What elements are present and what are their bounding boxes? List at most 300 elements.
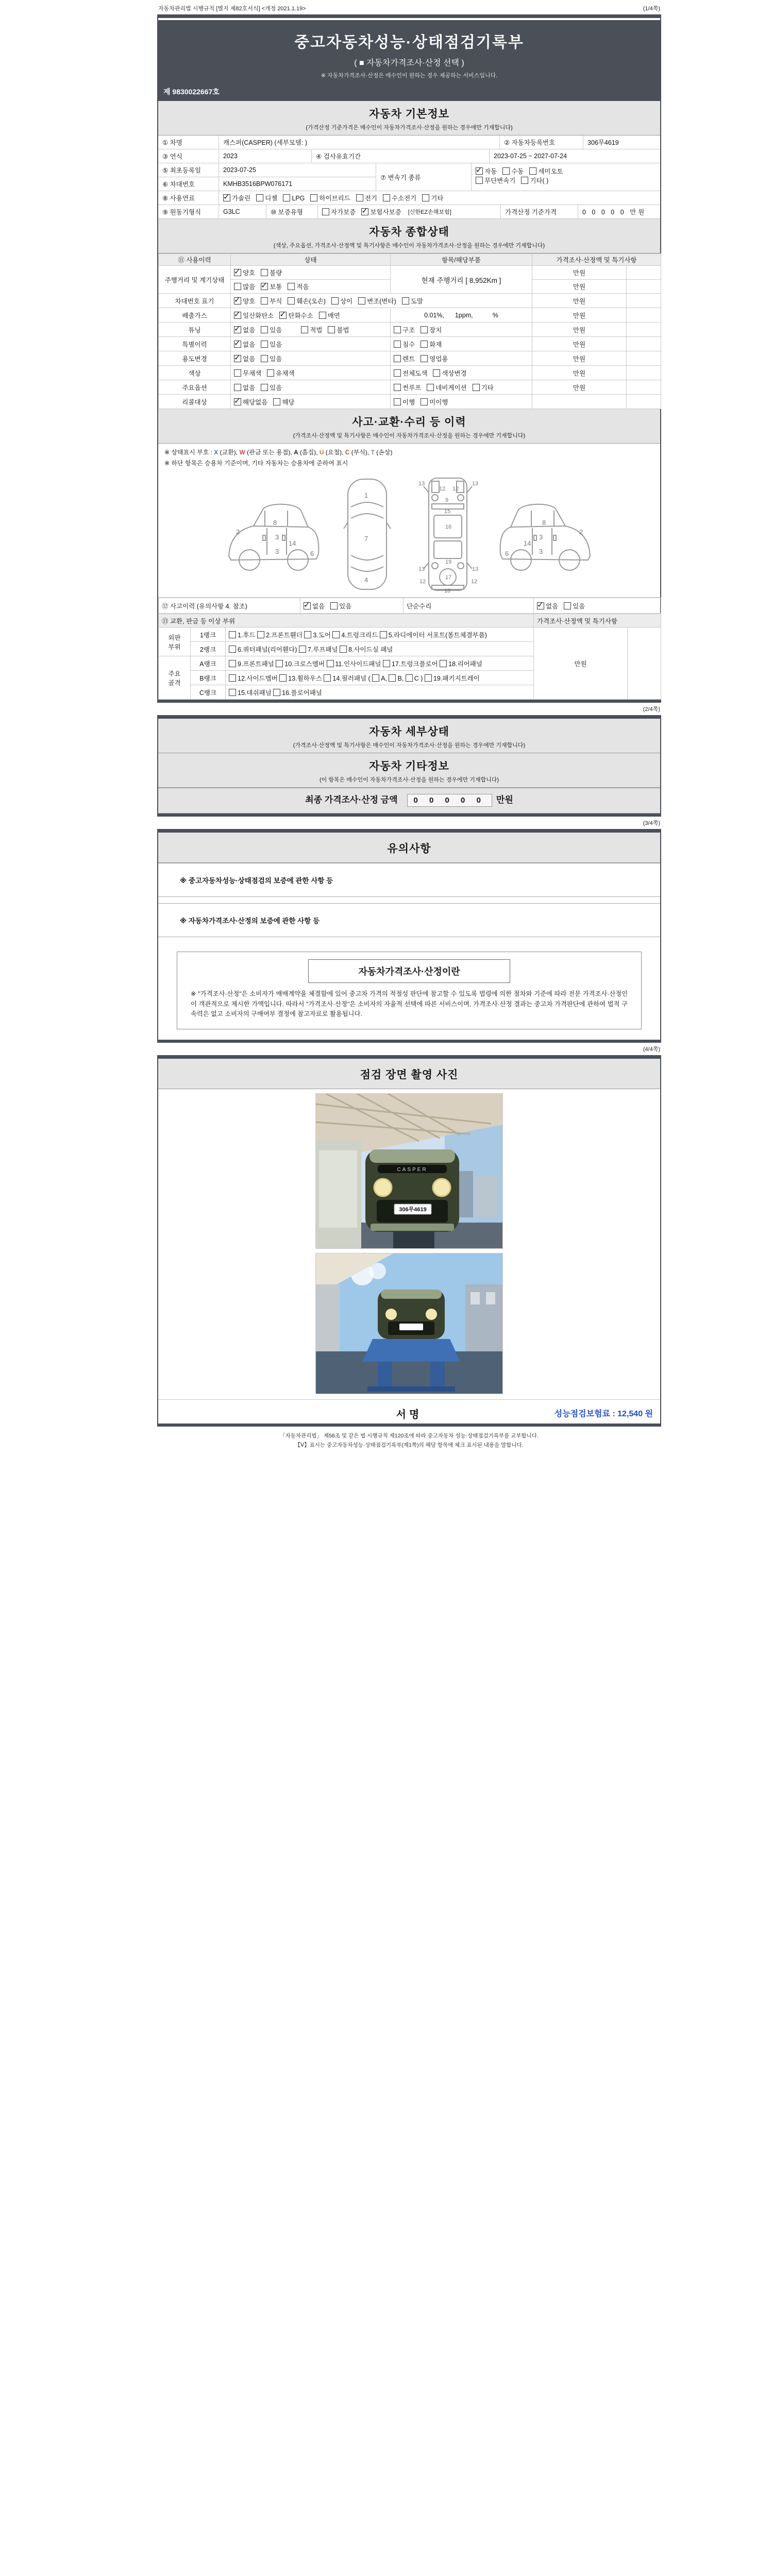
simple-repair-label: 단순수리 bbox=[404, 598, 534, 614]
field-label-engine-type: ⑨ 원동기형식 bbox=[158, 205, 219, 218]
checkbox-icon[interactable] bbox=[234, 283, 241, 290]
checkbox-icon[interactable] bbox=[358, 297, 365, 304]
field-value-transmission bbox=[472, 163, 662, 191]
page-marker-4: (4/4쪽) bbox=[643, 1046, 660, 1053]
fuel-options bbox=[223, 193, 449, 202]
checkbox-option bbox=[421, 325, 442, 334]
checkbox-group bbox=[234, 298, 429, 305]
accident-history-options bbox=[300, 598, 404, 614]
checkbox-icon[interactable] bbox=[256, 194, 263, 201]
checkbox-checked-icon[interactable] bbox=[279, 312, 287, 319]
checkbox-icon[interactable] bbox=[406, 674, 413, 682]
svg-text:8: 8 bbox=[542, 519, 546, 527]
checkbox-icon[interactable] bbox=[328, 326, 335, 333]
checkbox-option bbox=[283, 194, 305, 202]
svg-text:7: 7 bbox=[364, 535, 368, 543]
checkbox-icon[interactable] bbox=[322, 208, 329, 215]
checkbox-icon[interactable] bbox=[356, 194, 363, 201]
checkbox-group bbox=[301, 327, 355, 334]
basic-left-col bbox=[158, 163, 376, 191]
checkbox-icon[interactable] bbox=[422, 194, 429, 201]
checkbox-checked-icon[interactable] bbox=[537, 602, 544, 609]
svg-text:12: 12 bbox=[419, 579, 426, 585]
field-value-reg-no: 306무4619 bbox=[587, 139, 619, 146]
checkbox-label: 없음 bbox=[243, 355, 256, 363]
signature-label: 서명 bbox=[396, 1409, 423, 1421]
checkbox-icon[interactable] bbox=[304, 631, 311, 638]
price-cell: 만원 bbox=[534, 628, 628, 700]
basic-row bbox=[158, 205, 660, 219]
checkbox-option bbox=[422, 193, 443, 202]
text-run: 6.쿼터패널(리어휀다) bbox=[238, 646, 299, 653]
checkbox-option bbox=[473, 383, 494, 392]
inspection-photo-1 bbox=[315, 1093, 503, 1249]
checkbox-option bbox=[288, 296, 326, 306]
checkbox-icon[interactable] bbox=[380, 631, 387, 638]
checkbox-checked-icon[interactable] bbox=[234, 326, 241, 333]
status-cell bbox=[231, 337, 391, 351]
checkbox-group bbox=[394, 370, 473, 377]
panel-group-label: 외판 부위 bbox=[159, 628, 191, 656]
footer-line-2: 【Ⅴ】표시는 중고자동차성능·상태점검기록부(제1쪽)의 해당 항목에 체크 표시된 내용을 말합니다. bbox=[295, 1442, 524, 1448]
checkbox-icon[interactable] bbox=[319, 312, 326, 319]
svg-text:18: 18 bbox=[444, 588, 450, 594]
warranty-options bbox=[322, 207, 407, 216]
checkbox-group bbox=[234, 341, 288, 348]
text-run: 11.인사이드패널 bbox=[335, 660, 383, 668]
checkbox-label: 무단변속기 bbox=[484, 177, 516, 184]
checkbox-checked-icon[interactable] bbox=[234, 297, 241, 304]
price-cell: 만원 bbox=[532, 366, 627, 380]
checkbox-option bbox=[273, 397, 294, 406]
checkbox-label: 변조(변타) bbox=[367, 297, 396, 305]
checkbox-icon[interactable] bbox=[283, 194, 290, 201]
section-overall-note: (색상, 주요옵션, 가격조사·산정액 및 특기사항은 매수인이 자동차가격조사·산정을 원하는 경우에만 기재합니다) bbox=[273, 243, 545, 249]
notice-list-c bbox=[158, 937, 660, 943]
gutter-cell bbox=[628, 628, 661, 700]
rank-label: B랭크 bbox=[191, 671, 226, 685]
checkbox-icon[interactable] bbox=[394, 384, 401, 391]
checkbox-icon[interactable] bbox=[421, 341, 428, 348]
checkbox-option bbox=[261, 340, 282, 349]
checkbox-icon[interactable] bbox=[421, 326, 428, 333]
svg-text:4: 4 bbox=[364, 576, 368, 584]
notice-head-1: ※ 중고자동차성능·상태점검의 보증에 관한 사항 등 bbox=[158, 863, 660, 897]
checkbox-checked-icon[interactable] bbox=[476, 167, 483, 175]
checkbox-icon[interactable] bbox=[521, 177, 528, 184]
column-header: 항목/해당부품 bbox=[391, 254, 532, 266]
panel-items bbox=[226, 656, 534, 671]
mileage-cell: 현재 주행거리 [ 8,952Km ] bbox=[391, 266, 532, 294]
checkbox-option bbox=[234, 325, 255, 334]
section-overall-title: 자동차 종합상태 bbox=[369, 226, 449, 238]
section-detail-note: (가격조사·산정액 및 특기사항은 매수인이 자동차가격조사·산정을 원하는 경우에만 기재합니다) bbox=[293, 742, 526, 749]
checkbox-icon[interactable] bbox=[229, 631, 236, 638]
checkbox-label: 적음 bbox=[296, 283, 309, 291]
checkbox-icon[interactable] bbox=[331, 297, 339, 304]
checkbox-icon[interactable] bbox=[234, 369, 241, 377]
section-notice-title: 유의사항 bbox=[387, 843, 431, 855]
field-label-reg-no: ② 자동차등록번호 bbox=[500, 135, 583, 149]
checkbox-label: 있음 bbox=[270, 341, 282, 348]
svg-text:13: 13 bbox=[418, 566, 425, 572]
status-cell bbox=[231, 280, 391, 294]
price-cell: 만원 bbox=[532, 266, 627, 280]
checkbox-icon[interactable] bbox=[394, 326, 401, 333]
checkbox-option bbox=[288, 282, 309, 291]
checkbox-checked-icon[interactable] bbox=[234, 398, 241, 405]
text-run: 4.트렁크리드 bbox=[341, 631, 380, 639]
page-marker-3: (3/4쪽) bbox=[643, 820, 660, 826]
checkbox-label: 도말 bbox=[410, 297, 423, 305]
car-diagram-side-right bbox=[494, 478, 599, 591]
checkbox-checked-icon[interactable] bbox=[261, 283, 268, 290]
row-label: 특별이력 bbox=[159, 337, 231, 351]
checkbox-icon[interactable] bbox=[261, 341, 268, 348]
checkbox-option bbox=[234, 368, 261, 378]
inspection-photos bbox=[158, 1089, 660, 1399]
checkbox-label: 부식 bbox=[270, 297, 282, 305]
checkbox-label: 탄화수소 bbox=[288, 312, 313, 319]
checkbox-option bbox=[529, 166, 563, 176]
checkbox-icon[interactable] bbox=[273, 398, 280, 405]
checkbox-option bbox=[537, 601, 558, 611]
price-cell: 만원 bbox=[532, 308, 627, 323]
checkbox-icon[interactable] bbox=[383, 194, 390, 201]
checkbox-label: 미이행 bbox=[429, 398, 448, 406]
checkbox-option bbox=[476, 176, 515, 185]
checkbox-icon[interactable] bbox=[261, 297, 268, 304]
row-label: 용도변경 bbox=[159, 351, 231, 366]
checkbox-label: 없음 bbox=[312, 602, 325, 610]
checkbox-icon[interactable] bbox=[332, 631, 340, 638]
checkbox-option bbox=[304, 601, 325, 611]
status-code-letter: T bbox=[371, 449, 375, 456]
table-row bbox=[159, 351, 661, 366]
checkbox-icon[interactable] bbox=[394, 369, 401, 377]
checkbox-label: 영업용 bbox=[429, 355, 448, 363]
checkbox-label: 보통 bbox=[270, 283, 282, 291]
checkbox-icon[interactable] bbox=[234, 384, 241, 391]
checkbox-icon[interactable] bbox=[421, 355, 428, 362]
final-price-label: 최종 가격조사·산정 금액 bbox=[305, 795, 398, 805]
page-block-4 bbox=[157, 1055, 661, 1427]
row-label: 차대번호 표기 bbox=[159, 294, 231, 308]
checkbox-label: 네비게이션 bbox=[435, 384, 467, 392]
section-accident-title: 사고·교환·수리 등 이력 bbox=[352, 416, 466, 428]
checkbox-icon[interactable] bbox=[229, 660, 236, 667]
checkbox-icon[interactable] bbox=[327, 660, 334, 667]
svg-text:12: 12 bbox=[470, 579, 477, 585]
checkbox-icon[interactable] bbox=[301, 326, 308, 333]
table-row bbox=[159, 323, 661, 337]
checkbox-icon[interactable] bbox=[261, 326, 268, 333]
checkbox-label: 적법 bbox=[310, 326, 323, 334]
notice-head-2: ※ 자동차가격조사·산정의 보증에 관한 사항 등 bbox=[158, 903, 660, 937]
price-cell: 만원 bbox=[532, 351, 627, 366]
svg-text:12: 12 bbox=[452, 486, 459, 492]
checkbox-icon[interactable] bbox=[502, 167, 510, 175]
text-run: 1.후드 bbox=[238, 631, 258, 639]
svg-text:3: 3 bbox=[539, 533, 543, 541]
checkbox-label: 화재 bbox=[429, 341, 442, 348]
checkbox-icon[interactable] bbox=[433, 369, 440, 377]
svg-text:3: 3 bbox=[539, 548, 543, 555]
checkbox-icon[interactable] bbox=[229, 689, 236, 696]
checkbox-option bbox=[361, 207, 401, 216]
svg-text:2: 2 bbox=[236, 528, 240, 536]
panel-header-label: ⑬ 교환, 판금 등 이상 부위 bbox=[159, 614, 534, 628]
field-label-base-price: 가격산정 기준가격 bbox=[501, 205, 578, 218]
panel-items bbox=[226, 685, 534, 700]
checkbox-icon[interactable] bbox=[257, 631, 264, 638]
table-row bbox=[159, 294, 661, 308]
gutter-cell bbox=[627, 294, 661, 308]
checkbox-icon[interactable] bbox=[473, 384, 480, 391]
section-etc-note: (이 항목은 매수인이 자동차가격조사·산정을 원하는 경우에만 기재합니다) bbox=[319, 777, 499, 783]
checkbox-label: 자가보증 bbox=[331, 209, 356, 216]
checkbox-label: 해당 bbox=[282, 398, 295, 406]
checkbox-group bbox=[234, 283, 314, 291]
law-note: 자동차관리법 시행규칙 [별지 제82호서식] <개정 2021.1.19> bbox=[158, 6, 306, 12]
price-cell: 만원 bbox=[532, 280, 627, 294]
final-price-band bbox=[158, 788, 660, 814]
checkbox-icon[interactable] bbox=[383, 660, 390, 667]
checkbox-option bbox=[328, 325, 349, 334]
checkbox-icon[interactable] bbox=[299, 646, 306, 653]
gutter-cell bbox=[627, 323, 661, 337]
checkbox-icon[interactable] bbox=[310, 194, 317, 201]
price-cell: 만원 bbox=[532, 337, 627, 351]
item-cell bbox=[391, 351, 532, 366]
checkbox-icon[interactable] bbox=[276, 660, 283, 667]
status-code-letter: C bbox=[345, 449, 350, 456]
text-run: 16.플로어패널 bbox=[282, 689, 322, 697]
text-run: A, bbox=[381, 674, 389, 682]
checkbox-checked-icon[interactable] bbox=[234, 312, 241, 319]
panel-items bbox=[226, 642, 534, 656]
final-price-unit: 만원 bbox=[496, 795, 513, 805]
section-notice-header bbox=[158, 833, 660, 863]
doc-title: 중고자동차성능·상태점검기록부 bbox=[294, 34, 524, 51]
field-value-first-reg: 2023-07-25 bbox=[219, 163, 376, 177]
text-run: 13.휠하우스 bbox=[288, 674, 324, 682]
panel-rank-table bbox=[158, 614, 660, 700]
insurance-fee: 성능점검보험료 : 12,540 원 bbox=[554, 1410, 653, 1419]
checkbox-label: 세미오토 bbox=[538, 168, 563, 175]
checkbox-option bbox=[267, 368, 294, 378]
checkbox-option bbox=[421, 354, 448, 363]
text-run: C ) bbox=[414, 674, 425, 682]
checkbox-label: 수동 bbox=[511, 168, 524, 175]
field-label-warranty-type: ⑩ 보증유형 bbox=[266, 205, 318, 218]
car-diagram-side-left bbox=[220, 478, 325, 591]
field-value-base-price: 0 0 0 0 0 만원 bbox=[582, 209, 647, 216]
gutter-cell bbox=[627, 351, 661, 366]
checkbox-checked-icon[interactable] bbox=[234, 341, 241, 348]
column-header: 가격조사·산정액 및 특기사항 bbox=[532, 254, 661, 266]
checkbox-icon[interactable] bbox=[273, 689, 280, 696]
checkbox-label: 디젤 bbox=[265, 195, 278, 202]
checkbox-icon[interactable] bbox=[261, 355, 268, 362]
checkbox-icon[interactable] bbox=[421, 398, 428, 405]
checkbox-label: 기타 bbox=[481, 384, 494, 392]
rank-table bbox=[158, 614, 661, 700]
checkbox-option bbox=[261, 282, 282, 291]
checkbox-label: 있음 bbox=[270, 355, 282, 363]
checkbox-icon[interactable] bbox=[324, 674, 331, 682]
section-detail-header bbox=[158, 719, 660, 753]
checkbox-label: 있음 bbox=[270, 384, 282, 392]
text-run: 14.필러패널 ( bbox=[332, 674, 373, 682]
item-cell bbox=[391, 323, 532, 337]
checkbox-icon[interactable] bbox=[261, 384, 268, 391]
text-run: 15.대쉬패널 bbox=[238, 689, 274, 697]
doc-subnote: ※ 자동차가격조사·산정은 매수인이 원하는 경우 제공하는 서비스입니다. bbox=[321, 73, 498, 79]
checkbox-icon[interactable] bbox=[402, 297, 409, 304]
checkbox-option bbox=[234, 282, 255, 291]
text-run: 3.도어 bbox=[313, 631, 333, 639]
text-run: B, bbox=[397, 674, 406, 682]
checkbox-option bbox=[394, 397, 415, 406]
checkbox-group bbox=[234, 384, 288, 392]
checkbox-icon[interactable] bbox=[267, 369, 274, 377]
checkbox-icon[interactable] bbox=[340, 646, 347, 653]
checkbox-icon[interactable] bbox=[394, 355, 401, 362]
panel-header-price: 가격조사·산정액 및 특기사항 bbox=[534, 614, 661, 628]
accident-history-rows bbox=[158, 598, 660, 614]
text-run: 19.패키지트레이 bbox=[433, 674, 480, 682]
checkbox-group bbox=[394, 327, 447, 334]
checkbox-icon[interactable] bbox=[288, 297, 295, 304]
checkbox-icon[interactable] bbox=[394, 398, 401, 405]
checkbox-label: 썬루프 bbox=[402, 384, 422, 392]
checkbox-label: 많음 bbox=[243, 283, 256, 291]
checkbox-icon[interactable] bbox=[261, 269, 268, 276]
checkbox-icon[interactable] bbox=[279, 674, 287, 682]
document bbox=[157, 0, 661, 1450]
checkbox-icon[interactable] bbox=[288, 283, 295, 290]
svg-text:1: 1 bbox=[364, 492, 368, 499]
basic-row bbox=[158, 149, 660, 163]
checkbox-option bbox=[261, 354, 282, 363]
svg-text:2: 2 bbox=[579, 528, 583, 536]
section-photo-header bbox=[158, 1059, 660, 1089]
item-cell bbox=[391, 395, 532, 409]
checkbox-icon[interactable] bbox=[425, 674, 432, 682]
checkbox-checked-icon[interactable] bbox=[223, 194, 230, 201]
checkbox-label: 상이 bbox=[340, 297, 353, 305]
checkbox-icon[interactable] bbox=[389, 674, 396, 682]
status-cell bbox=[231, 395, 391, 409]
checkbox-icon[interactable] bbox=[372, 674, 379, 682]
car-badge-text: CASPER bbox=[397, 1167, 428, 1173]
accident-history-label: ⑫ 사고이력 (유의사항 4. 참조) bbox=[159, 598, 300, 614]
status-code-letter: U bbox=[319, 449, 324, 456]
row-label: 주요옵션 bbox=[159, 380, 231, 395]
checkbox-option bbox=[261, 383, 282, 392]
checkbox-label: 기타( ) bbox=[530, 177, 549, 184]
price-cell: 만원 bbox=[532, 294, 627, 308]
checkbox-option bbox=[234, 354, 255, 363]
checkbox-label: 해당없음 bbox=[243, 398, 268, 406]
checkbox-label: 전체도색 bbox=[402, 369, 428, 377]
text-run: 7.루프패널 bbox=[307, 646, 340, 653]
item-cell bbox=[391, 337, 532, 351]
checkbox-label: 없음 bbox=[243, 384, 256, 392]
checkbox-icon[interactable] bbox=[427, 384, 434, 391]
checkbox-option bbox=[261, 268, 282, 277]
checkbox-icon[interactable] bbox=[330, 602, 338, 609]
svg-text:6: 6 bbox=[310, 550, 314, 557]
checkbox-option bbox=[322, 207, 356, 216]
svg-text:13: 13 bbox=[472, 566, 478, 572]
checkbox-group bbox=[234, 327, 288, 334]
checkbox-label: 구조 bbox=[402, 326, 415, 334]
footer-notes bbox=[157, 1432, 661, 1450]
section-photo-title: 점검 장면 촬영 사진 bbox=[360, 1069, 459, 1081]
checkbox-icon[interactable] bbox=[476, 177, 483, 184]
item-cell bbox=[391, 366, 532, 380]
footer-line-1: 「자동차관리법」 제58조 및 같은 법 시행규칙 제120조에 따라 중고자동차 성능·상태점검기록부를 교부합니다. bbox=[280, 1433, 539, 1439]
checkbox-icon[interactable] bbox=[564, 602, 571, 609]
field-value-year: 2023 bbox=[219, 149, 312, 163]
checkbox-option bbox=[234, 311, 274, 320]
basic-row bbox=[158, 135, 660, 149]
section-basic-title: 자동차 기본정보 bbox=[369, 108, 449, 120]
checkbox-checked-icon[interactable] bbox=[304, 602, 311, 609]
checkbox-icon[interactable] bbox=[529, 167, 536, 175]
checkbox-label: 침수 bbox=[402, 341, 415, 348]
checkbox-option bbox=[301, 325, 322, 334]
gutter-cell bbox=[627, 366, 661, 380]
status-code-legend bbox=[158, 444, 660, 457]
checkbox-label: 훼손(오손) bbox=[296, 297, 326, 305]
checkbox-checked-icon[interactable] bbox=[361, 208, 368, 215]
field-label-first-reg: ⑤ 최초등록일 bbox=[158, 163, 219, 177]
checkbox-icon[interactable] bbox=[394, 341, 401, 348]
basic-row bbox=[158, 163, 660, 191]
doc-number: 제 9830022667호 bbox=[163, 88, 220, 96]
gutter-cell bbox=[627, 395, 661, 409]
accident-row-table bbox=[158, 598, 661, 614]
status-code-letter: A bbox=[294, 449, 298, 456]
checkbox-label: 있음 bbox=[270, 326, 282, 334]
checkbox-option bbox=[394, 325, 415, 334]
checkbox-label: 없음 bbox=[243, 326, 256, 334]
checkbox-icon[interactable] bbox=[229, 674, 236, 682]
checkbox-label: 보험사보증 bbox=[370, 209, 401, 216]
gutter-cell bbox=[627, 337, 661, 351]
field-label-vin: ⑥ 차대번호 bbox=[158, 177, 219, 191]
legend-text: (판금 또는 용접), bbox=[245, 449, 294, 456]
overall-status-table bbox=[158, 253, 660, 409]
checkbox-option bbox=[256, 193, 277, 202]
checkbox-icon[interactable] bbox=[229, 646, 236, 653]
table-row bbox=[159, 337, 661, 351]
checkbox-label: 있음 bbox=[339, 602, 352, 610]
checkbox-group bbox=[234, 269, 288, 277]
checkbox-option bbox=[476, 166, 497, 176]
svg-text:13: 13 bbox=[472, 481, 478, 487]
checkbox-icon[interactable] bbox=[440, 660, 447, 667]
svg-text:13: 13 bbox=[418, 481, 425, 487]
status-code-letter: W bbox=[239, 449, 245, 456]
item-cell bbox=[391, 380, 532, 395]
svg-text:15: 15 bbox=[444, 509, 450, 515]
checkbox-checked-icon[interactable] bbox=[234, 269, 241, 276]
checkbox-checked-icon[interactable] bbox=[234, 355, 241, 362]
